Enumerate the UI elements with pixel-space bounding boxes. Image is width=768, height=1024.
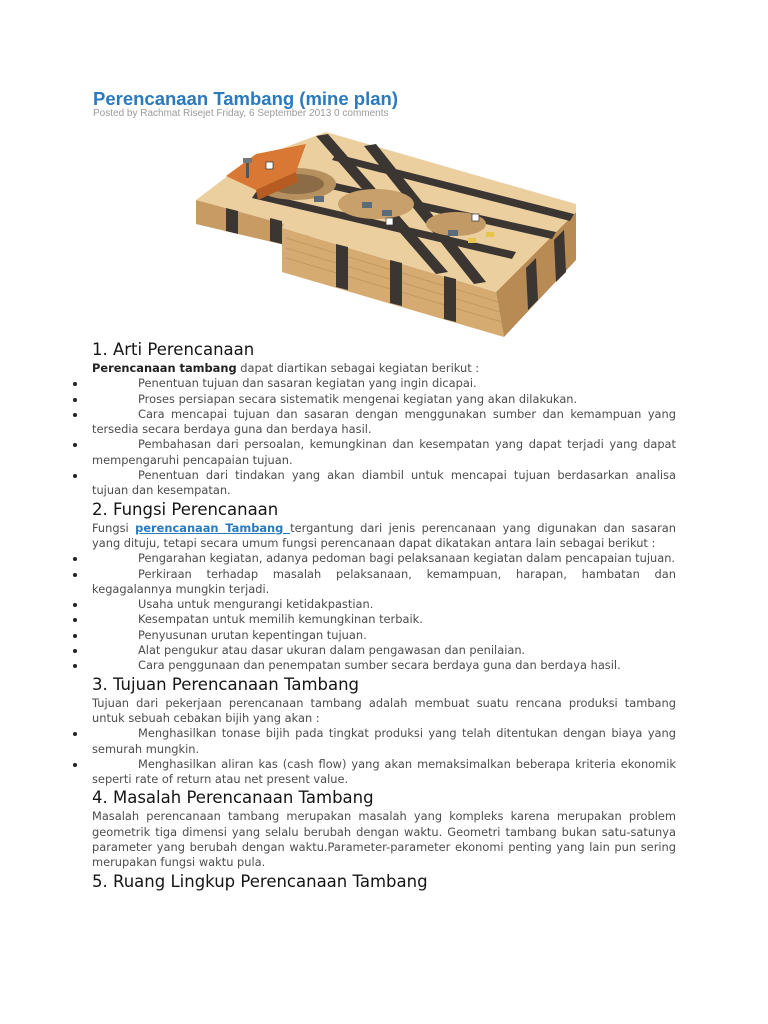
list-item: Cara mencapai tujuan dan sasaran dengan menggunakan sumber dan kemampuan yang tersedia secara berdaya guna dan berdaya hasil. (92, 407, 676, 438)
section-intro: Masalah perencanaan tambang merupakan masalah yang kompleks karena merupakan problem geometrik tiga dimensi yang selalu berubah dengan waktu. Geometri tambang bukan satu-satunya parameter yang berubah dengan waktu.Parameter-parameter ekonomi penting yang lain pun sering merupakan fungsi waktu pula. (92, 809, 676, 870)
list-item: Pengarahan kegiatan, adanya pedoman bagi pelaksanaan kegiatan dalam pencapaian tujuan. (92, 551, 676, 566)
list-item: Penyusunan urutan kepentingan tujuan. (92, 628, 676, 643)
section-intro: Tujuan dari pekerjaan perencanaan tambang adalah membuat suatu rencana produksi tambang untuk sebuah cebakan bijih yang akan : (92, 695, 676, 725)
list-item: Pembahasan dari persoalan, kemungkinan dan kesempatan yang dapat terjadi yang dapat mempengaruhi pencapaian tujuan. (92, 437, 676, 468)
list-item: Alat pengukur atau dasar ukuran dalam pengawasan dan penilaian. (92, 643, 676, 658)
section-intro: Fungsi perencanaan Tambang tergantung dari jenis perencanaan yang digunakan dan sasaran yang dituju, tetapi secara umum fungsi perencanaan dapat dikatakan antara lain sebagai berikut : (92, 520, 676, 550)
post-title[interactable]: Perencanaan Tambang (mine plan) (93, 88, 398, 109)
section-heading-ruang-lingkup: 5. Ruang Lingkup Perencanaan Tambang (92, 871, 428, 891)
bullet-list (92, 376, 676, 498)
list-item: Menghasilkan tonase bijih pada tingkat produksi yang telah ditentukan dengan biaya yang semurah mungkin. (92, 726, 676, 757)
mine-block-illustration (186, 132, 582, 342)
list-item: Cara penggunaan dan penempatan sumber secara berdaya guna dan berdaya hasil. (92, 658, 676, 673)
list-item: Proses persiapan secara sistematik mengenai kegiatan yang akan dilakukan. (92, 392, 676, 407)
list-item: Perkiraan terhadap masalah pelaksanaan, kemampuan, harapan, hambatan dan kegagalannya mungkin terjadi. (92, 567, 676, 598)
section-heading-arti: 1. Arti Perencanaan (92, 340, 255, 359)
post-meta: Posted by Rachmat Risejet Friday, 6 September 2013 0 comments (93, 108, 389, 119)
bullet-list (92, 726, 676, 787)
section-heading-masalah: 4. Masalah Perencanaan Tambang (92, 788, 374, 808)
section-heading-fungsi: 2. Fungsi Perencanaan (92, 499, 279, 519)
article-body (92, 339, 676, 893)
mine-diagram-image (186, 132, 582, 342)
list-item: Kesempatan untuk memilih kemungkinan terbaik. (92, 612, 676, 627)
list-item: Menghasilkan aliran kas (cash flow) yang akan memaksimalkan beberapa kriteria ekonomik seperti rate of return atau net present value. (92, 757, 676, 788)
section-heading-tujuan: 3. Tujuan Perencanaan Tambang (92, 674, 360, 694)
bullet-list (92, 551, 676, 673)
section-intro: Perencanaan tambang dapat diartikan sebagai kegiatan berikut : (92, 361, 480, 375)
perencanaan-tambang-link[interactable]: perencanaan Tambang (135, 520, 291, 535)
list-item: Penentuan tujuan dan sasaran kegiatan yang ingin dicapai. (92, 376, 676, 391)
list-item: Usaha untuk mengurangi ketidakpastian. (92, 597, 676, 612)
list-item: Penentuan dari tindakan yang akan diambil untuk mencapai tujuan berdasarkan analisa tujuan dan kesempatan. (92, 468, 676, 499)
